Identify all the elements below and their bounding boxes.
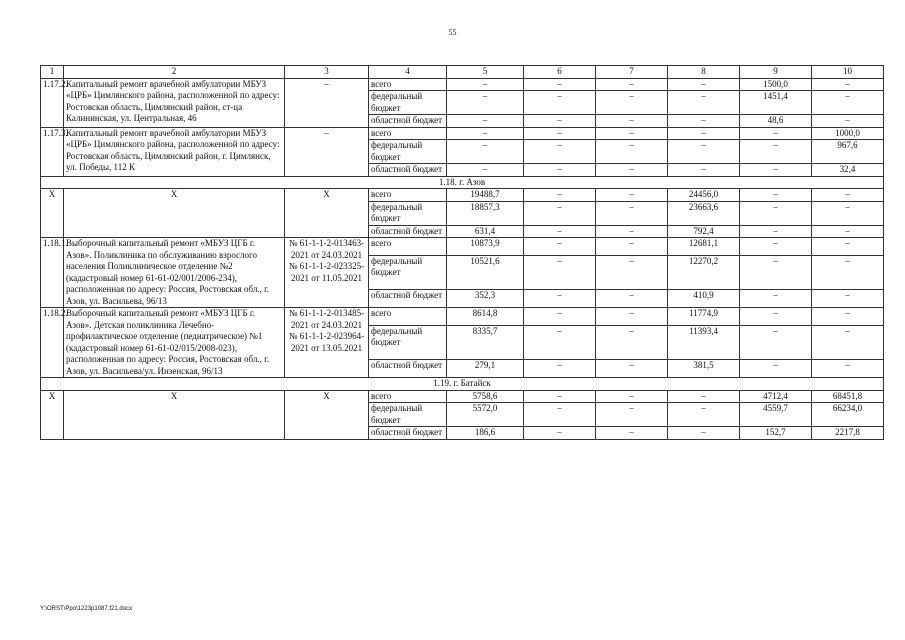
amount-value: 19488,7 [447,189,524,202]
column-number: 3 [285,66,369,79]
amount-value: – [812,255,884,289]
amount-value: – [812,290,884,308]
amount-value: – [524,140,596,164]
amount-value: – [524,164,596,177]
amount-value: 8335,7 [447,325,524,359]
amount-value: 18857,3 [447,201,524,225]
amount-value: – [668,78,740,91]
amount-value: – [740,325,812,359]
amount-value: 1000,0 [812,127,884,140]
item-number: 1.17.3. [41,127,64,176]
amount-value: – [596,360,668,378]
amount-value: – [668,403,740,427]
amount-value: – [524,78,596,91]
amount-value: – [447,164,524,177]
amount-value: – [668,164,740,177]
amount-value: 32,4 [812,164,884,177]
budget-source-label: всего [369,189,447,202]
section-title: 1.18. г. Азов [41,176,884,189]
item-description: Выборочный капитальный ремонт «МБУЗ ЦГБ г. Азов». Поликлиника по обслуживанию взрослого населения Поликлиническое отделение №2 (кадастровый номер 61-61-02/001/2006-234), расположенная по адресу: Россия, Ростовская обл., г. Азов, ул. Васильева, 96/13 [64,238,285,308]
approval-documents: Х [285,390,369,439]
amount-value: – [812,189,884,202]
amount-value: – [596,290,668,308]
amount-value: 12270,2 [668,255,740,289]
amount-value: – [524,290,596,308]
amount-value: – [524,91,596,115]
amount-value: – [524,189,596,202]
amount-value: – [524,403,596,427]
budget-source-label: областной бюджет [369,115,447,128]
amount-value: 66234,0 [812,403,884,427]
amount-value: – [596,78,668,91]
amount-value: – [596,164,668,177]
amount-value: – [812,360,884,378]
amount-value: 12681,1 [668,238,740,256]
budget-source-label: областной бюджет [369,290,447,308]
approval-documents: № 61-1-1-2-013485-2021 от 24.03.2021 № 61-1-1-2-023964-2021 от 13.05.2021 [285,308,369,378]
amount-value: – [740,255,812,289]
table-row [41,308,884,326]
item-number: Х [41,390,64,439]
budget-source-label: областной бюджет [369,225,447,238]
amount-value: – [812,225,884,238]
amount-value: – [812,308,884,326]
amount-value: 11393,4 [668,325,740,359]
amount-value: 631,4 [447,225,524,238]
budget-source-label: областной бюджет [369,164,447,177]
amount-value: – [740,127,812,140]
column-number: 6 [524,66,596,79]
amount-value: 8614,8 [447,308,524,326]
amount-value: – [596,91,668,115]
amount-value: – [740,164,812,177]
amount-value: – [524,308,596,326]
amount-value: – [524,427,596,440]
section-row [41,176,884,189]
budget-source-label: федеральный бюджет [369,403,447,427]
amount-value: – [812,78,884,91]
amount-value: 4559,7 [740,403,812,427]
item-number: Х [41,189,64,238]
column-number: 9 [740,66,812,79]
amount-value: – [524,115,596,128]
budget-source-label: областной бюджет [369,427,447,440]
approval-documents: № 61-1-1-2-013463-2021 от 24.03.2021 № 61-1-1-2-023325-2021 от 11.05.2021 [285,238,369,308]
amount-value: – [524,238,596,256]
amount-value: – [596,140,668,164]
approval-documents: – [285,78,369,127]
amount-value: – [596,201,668,225]
approval-documents: Х [285,189,369,238]
budget-source-label: областной бюджет [369,360,447,378]
budget-source-label: всего [369,308,447,326]
column-number: 1 [41,66,64,79]
budget-table [40,65,884,440]
item-description: Выборочный капитальный ремонт «МБУЗ ЦГБ г. Азов». Детская поликлиника Лечебно-профилактическое отделение (педиатрическое) №1 (кадастровый номер 61-61-02/015/2008-023), расположенная по адресу: Россия, Ростовская обл., г. Азов, ул. Васильева/ул. Инзенская, 96/13 [64,308,285,378]
item-description: Капитальный ремонт врачебной амбулатории МБУЗ «ЦРБ» Цимлянского района, расположенной по адресу: Ростовская область, Цимлянский район, г. Цимлянск, ул. Победы, 112 К [64,127,285,176]
amount-value: – [812,115,884,128]
amount-value: – [668,127,740,140]
column-number: 5 [447,66,524,79]
amount-value: – [740,290,812,308]
amount-value: – [668,115,740,128]
amount-value: – [596,308,668,326]
budget-source-label: всего [369,390,447,403]
budget-source-label: федеральный бюджет [369,91,447,115]
amount-value: – [668,140,740,164]
amount-value: – [740,140,812,164]
amount-value: – [447,127,524,140]
amount-value: – [596,325,668,359]
budget-source-label: федеральный бюджет [369,325,447,359]
amount-value: – [447,91,524,115]
amount-value: – [740,189,812,202]
item-description: Х [64,189,285,238]
amount-value: – [447,140,524,164]
amount-value: – [740,308,812,326]
amount-value: – [447,78,524,91]
amount-value: 5758,6 [447,390,524,403]
budget-source-label: федеральный бюджет [369,255,447,289]
column-number: 8 [668,66,740,79]
section-title: 1.19. г. Батайск [41,378,884,391]
amount-value: 410,9 [668,290,740,308]
amount-value: – [447,115,524,128]
amount-value: – [596,255,668,289]
table-row [41,189,884,202]
item-number: 1.18.2. [41,308,64,378]
amount-value: – [596,390,668,403]
amount-value: – [740,201,812,225]
budget-source-label: всего [369,238,447,256]
amount-value: 1500,0 [740,78,812,91]
amount-value: – [668,390,740,403]
amount-value: 186,6 [447,427,524,440]
amount-value: – [524,255,596,289]
budget-source-label: всего [369,78,447,91]
table-row [41,127,884,140]
amount-value: 5572,0 [447,403,524,427]
item-number: 1.17.2. [41,78,64,127]
amount-value: – [596,115,668,128]
page-number: 55 [448,28,457,37]
amount-value: – [596,225,668,238]
amount-value: 24456,0 [668,189,740,202]
amount-value: 279,1 [447,360,524,378]
amount-value: 2217,8 [812,427,884,440]
table-row [41,78,884,91]
amount-value: – [812,238,884,256]
amount-value: 68451,8 [812,390,884,403]
amount-value: – [596,189,668,202]
amount-value: – [668,91,740,115]
amount-value: – [812,201,884,225]
amount-value: – [524,325,596,359]
amount-value: – [524,360,596,378]
item-description: Капитальный ремонт врачебной амбулатории МБУЗ «ЦРБ» Цимлянского района, расположенной по адресу: Ростовская область, Цимлянский район, ст-ца Калининская, ул. Центральная, 46 [64,78,285,127]
budget-source-label: федеральный бюджет [369,201,447,225]
amount-value: – [524,225,596,238]
amount-value: – [596,238,668,256]
amount-value: 792,4 [668,225,740,238]
section-row [41,378,884,391]
file-path-footer: Y:\ORST\Ppo\1223p1087.f21.docx [40,606,133,612]
amount-value: – [524,201,596,225]
amount-value: 10873,9 [447,238,524,256]
amount-value: – [668,427,740,440]
amount-value: – [596,403,668,427]
amount-value: 967,6 [812,140,884,164]
amount-value: – [740,360,812,378]
amount-value: – [524,390,596,403]
column-number: 7 [596,66,668,79]
amount-value: 48,6 [740,115,812,128]
column-number-row [41,66,884,79]
approval-documents: – [285,127,369,176]
budget-source-label: федеральный бюджет [369,140,447,164]
amount-value: – [740,238,812,256]
amount-value: 352,3 [447,290,524,308]
amount-value: 11774,9 [668,308,740,326]
amount-value: 10521,6 [447,255,524,289]
amount-value: 381,5 [668,360,740,378]
item-description: Х [64,390,285,439]
amount-value: 1451,4 [740,91,812,115]
amount-value: – [740,225,812,238]
amount-value: 152,7 [740,427,812,440]
amount-value: – [812,91,884,115]
amount-value: 23663,6 [668,201,740,225]
amount-value: – [812,325,884,359]
amount-value: – [524,127,596,140]
amount-value: – [596,127,668,140]
table-row [41,238,884,256]
item-number: 1.18.1. [41,238,64,308]
column-number: 10 [812,66,884,79]
amount-value: 4712,4 [740,390,812,403]
column-number: 2 [64,66,285,79]
budget-source-label: всего [369,127,447,140]
amount-value: – [596,427,668,440]
column-number: 4 [369,66,447,79]
table-row [41,390,884,403]
